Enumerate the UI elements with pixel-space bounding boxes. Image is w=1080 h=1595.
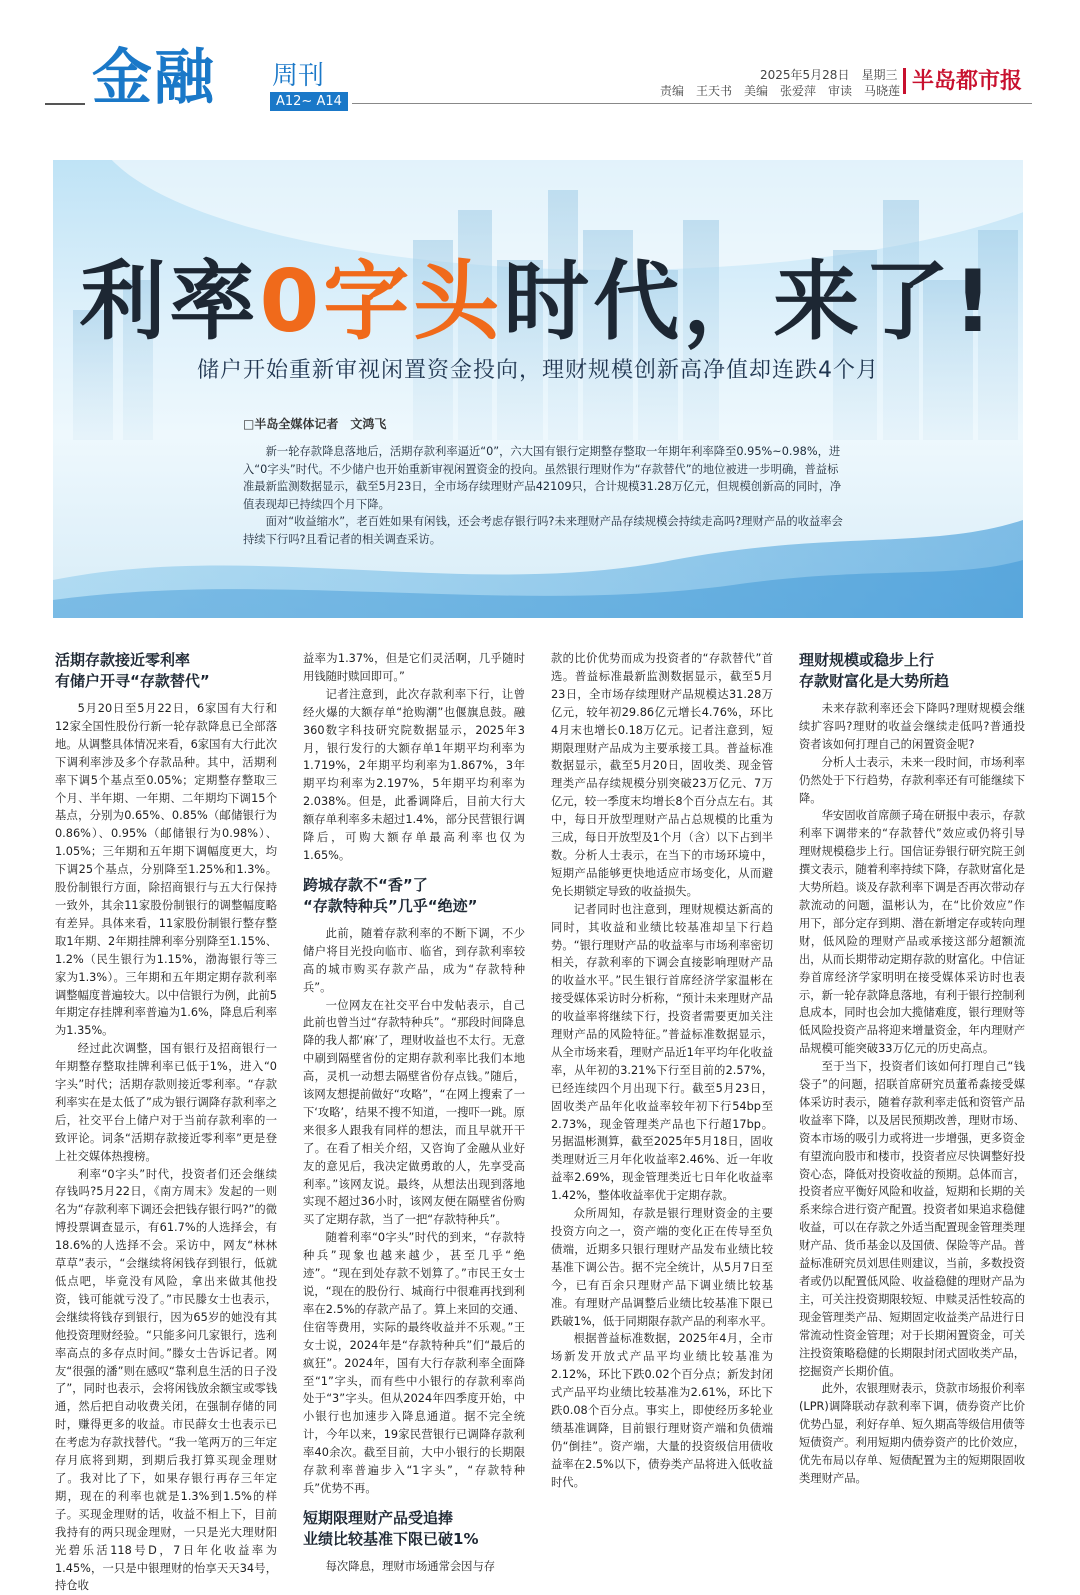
article-column-1 <box>55 650 277 1595</box>
body-paragraph: 一位网友在社交平台中发帖表示，自己此前也曾当过“存款特种兵”。“那段时间降息降的我人都‘麻’了，理财收益也不太行。无意中刷到隔壁省份的定期存款利率比我们本地高，灵机一动想去隔壁省份存点钱。”随后，该网友想提前做好“攻略”，“在网上搜索了一下‘攻略’，结果不搜不知道，一搜吓一跳。原来很多人跟我有同样的想法，而且早就开干了。在看了相关介绍，又咨询了金融从业好友的意见后，我决定做勇敢的人，先享受高利率。”该网友说。最终，从想法出现到落地实现不超过36小时，该网友便在隔壁省份购买了定期存款，当了一把“存款特种兵”。 <box>303 998 525 1227</box>
body-paragraph: 经过此次调整，国有银行及招商银行一年期整存整取挂牌利率已低于1%，进入“0字头”时代；活期存款则接近零利率。“存款利率实在是太低了”成为银行调降存款利率之后，社交平台上储户对于当前存款利率的一致评论。词条“活期存款接近零利率”更是登上社交媒体热搜榜。 <box>55 1042 277 1163</box>
body-paragraph: 随着利率“0字头”时代的到来，“存款特种兵”现象也越来越少，甚至几乎“绝迹”。“现在到处存款不划算了。”市民王女士说，“现在的股份行、城商行中很难再找到利率在2.5%的存款产品了。算上来回的交通、住宿等费用，实际的最终收益并不乐观。”王女士说，2024年是“存款特种兵”们“最后的疯狂”。2024年，国有大行存款利率全面降至“1”字头，而有些中小银行的存款利率尚处于“3”字头。但从2024年四季度开始，中小银行也加速步入降息通道。据不完全统计，今年以来，19家民营银行已调降存款利率40余次。截至目前，大中小银行的长期限存款利率普遍步入“1字头”，“存款特种兵”优势不再。 <box>303 1231 525 1495</box>
masthead-divider <box>45 103 85 105</box>
body-paragraph: 利率“0字头”时代，投资者们还会继续存钱吗?5月22日，《南方周末》发起的一则名为“存款利率下调还会把钱存银行吗?”的微博投票调查显示，有61.7%的人选择会，有18.6%的人选择不会。采访中，网友“林林草草”表示，“会继续将闲钱存到银行，低就低点吧，毕竟没有风险，拿出来做其他投资，钱可能就亏没了。”市民滕女士也表示，会继续将钱存到银行，因为65岁的她没有其他投资理财经验。“只能多问几家银行，选利率高点的多存点时间。”滕女士告诉记者。网友“很强的潘”则在感叹“靠利息生活的日子没了”，同时也表示，会将闲钱放余额宝或零钱通，然后把自动收费关闭，在强制存储的同时，赚得更多的收益。市民薛女士也表示已在考虑为存款找替代。“我一笔两万的三年定存月底将到期，到期后我打算买现金理财了。我对比了下，如果存银行再存三年定期，现在的利率也就是1.3%到1.5%的样子。买现金理财的话，收益不相上下，目前我持有的两只现金理财，一只是光大理财阳光碧乐活118号D，7日年化收益率为1.45%，一只是中银理财的怡享天天34号，持仓收 <box>55 1167 277 1593</box>
newspaper-logo: 半岛都市报 <box>912 68 1023 94</box>
body-paragraph: 此前，随着存款利率的不断下调，不少储户将目光投向临市、临省，到存款利率较高的城市购买存款产品，成为“存款特种兵”。 <box>303 926 525 994</box>
body-paragraph: 5月20日至5月22日，6家国有大行和12家全国性股份行新一轮存款降息已全部落地。从调整具体情况来看，6家国有大行此次下调利率涉及多个存款品种。其中，活期利率下调5个基点至0.05%；定期整存整取三个月、半年期、一年期、二年期均下调15个基点，分别为0.65%、0.85%（邮储银行为0.86%）、0.95%（邮储银行为0.98%）、1.05%；三年期和五年期下调幅度更大，均下调25个基点，分别降至1.25%和1.3%。股份制银行方面，除招商银行与五大行保持一致外，其余11家股份制银行的调整幅度略有差异。具体来看，11家股份制银行整存整取1年期、2年期挂牌利率分别降至1.15%、1.2%（民生银行为1.15%，渤海银行等三家为1.3%）。三年期和五年期定期存款利率调整幅度普遍较大。以中信银行为例，此前5年期定存挂牌利率普遍为1.6%，降息后利率为1.35%。 <box>55 702 277 1038</box>
body-paragraph: 未来存款利率还会下降吗?理财规模会继续扩容吗?理财的收益会继续走低吗?普通投资者该如何打理自己的闲置资金呢? <box>799 702 1025 751</box>
article-column-4 <box>799 650 1025 1488</box>
lead-text <box>243 443 843 548</box>
weekly-label: 周刊 <box>272 61 325 91</box>
article-column-2 <box>303 650 525 1576</box>
masthead-rule <box>352 103 1032 104</box>
body-paragraph: 益率为1.37%，但是它们灵活啊，几乎随时用钱随时赎回即可。” <box>303 652 525 683</box>
body-paragraph: 根据普益标准数据，2025年4月，全市场新发开放式产品平均业绩比较基准为2.12%，环比下跌0.02个百分点；新发封闭式产品平均业绩比较基准为2.61%，环比下跌0.08个百分点。事实上，即使经历多轮业绩基准调降，目前银行理财资产端和负债端仍“倒挂”。资产端，大量的投资级信用债收益率在2.5%以下，债券类产品将进入低收益时代。 <box>551 1332 773 1489</box>
issue-date: 2025年5月28日 星期三 <box>760 68 898 82</box>
section-title: 金融 <box>92 43 216 113</box>
section-subhead <box>55 650 277 692</box>
body-paragraph: 众所周知，存款是银行理财资金的主要投资方向之一，资产端的变化正在传导至负债端，近期多只银行理财产品发布业绩比较基准下调公告。据不完全统计，从5月7日至今，已有百余只理财产品下调业绩比较基准。有理财产品调整后业绩比较基准下限已跌破1%，低于同期限存款产品的利率水平。 <box>551 1207 773 1328</box>
subhead-line: 活期存款接近零利率 <box>55 651 191 669</box>
headline <box>53 232 1023 356</box>
subhead-line: 短期限理财产品受追捧 <box>303 1508 454 1527</box>
body-paragraph: 此外，农银理财表示，贷款市场报价利率(LPR)调降联动存款利率下调，债券资产比价优势凸显，利好存单、短久期高等级信用债等短债资产。利用短期内债券资产的比价效应，优先布局以存单、短债配置为主的短期限固收类理财产品。 <box>799 1382 1025 1485</box>
headline-part1: 利率 <box>79 252 260 352</box>
subhead-line: 存款财富化是大势所趋 <box>799 672 950 690</box>
page-range: A12~ A14 <box>270 92 348 111</box>
subhead-line: 业绩比较基准下限已破1% <box>303 1529 479 1548</box>
body-paragraph: 华安固收首席颜子琦在研报中表示，存款利率下调带来的“存款替代”效应或仍将引导理财规模稳步上行。国信证券银行研究院王剑撰文表示，随着利率持续下降，存款财富化是大势所趋。谈及存款利率下调是否再次带动存款流动的问题，温彬认为，在“比价效应”作用下，部分定存到期、潜在新增定存或转向理财，低风险的理财产品或承接这部分超额流出，从而长期带动定期存款的财富化。中信证券首席经济学家明明在接受媒体采访时也表示，新一轮存款降息落地，有利于银行控制利息成本，同时也会加大揽储难度，银行理财等低风险投资产品将迎来增量资金，年内理财产品规模可能突破33万亿元的历史高点。 <box>799 809 1025 1056</box>
masthead <box>0 0 1080 150</box>
city-skyline-illustration <box>53 160 1023 618</box>
headline-part2: 时代，来了! <box>503 252 997 352</box>
body-paragraph: 至于当下，投资者们该如何打理自己“钱袋子”的问题，招联首席研究员董希淼接受媒体采访时表示，随着存款利率走低和资管产品收益率下降，以及居民预期改善，理财市场、资本市场的吸引力或将进一步增强，更多资金有望流向股市和楼市，投资者应尽快调整好投资心态，降低对投资收益的预期。总体而言，投资者应平衡好风险和收益，短期和长期的关系来综合进行资产配置。投资者如果追求稳健收益，可以在存款之外适当配置现金管理类理财产品、货币基金以及国债、保险等产品。普益标准研究员刘思佳则建议，当前，多数投资者或仍以配置低风险、收益稳健的理财产品为主，可关注投资期限较短、申赎灵活性较高的现金管理类产品、短期固定收益类产品进行日常流动性资金管理；对于长期闲置资金，可关注投资策略稳健的长期限封闭式固收类产品，挖掘资产长期价值。 <box>799 1060 1025 1378</box>
subheadline: 储户开始重新审视闲置资金投向，理财规模创新高净值却连跌4个月 <box>197 358 879 383</box>
article-column-3 <box>551 650 773 1492</box>
body-paragraph: 每次降息，理财市场通常会因与存 <box>325 1559 496 1573</box>
section-subhead <box>303 875 525 917</box>
lead-paragraph: 新一轮存款降息落地后，活期存款利率逼近“0”，六大国有银行定期整存整取一年期年利率降至0.95%~0.98%，进入“0字头”时代。不少储户也开始重新审视闲置资金的投向。虽然银行理财作为“存款替代”的地位被进一步明确，普益标准最新监测数据显示，截至5月23日，全市场存续理财产品42109只，合计规模31.28万亿元，但规模创新高的同时，净值表现却已持续四个月下降。 <box>243 445 842 511</box>
subhead-line: 跨城存款不“香”了 <box>303 875 428 894</box>
section-subhead <box>303 1508 525 1550</box>
hero-banner <box>53 160 1023 618</box>
editor-credits: 责编 王天书 美编 张爱萍 审读 马晓莲 <box>660 84 901 98</box>
body-paragraph: 记者注意到，此次存款利率下行，让曾经火爆的大额存单“抢购潮”也偃旗息鼓。融360数字科技研究院数据显示，2025年3月，银行发行的大额存单1年期平均利率为1.719%，2年期平均利率为1.867%，3年期平均利率为2.197%，5年期平均利率为2.038%。但是，此番调降后，目前大行大额存单利率多未超过1.4%，部分民营银行调降后，可购大额存单最高利率也仅为1.65%。 <box>303 687 525 862</box>
section-subhead <box>799 650 1025 692</box>
lead-paragraph: 面对“收益缩水”，老百姓如果有闲钱，还会考虑存银行吗?未来理财产品存续规模会持续走高吗?理财产品的收益率会持续下行吗?且看记者的相关调查采访。 <box>243 515 843 546</box>
body-paragraph: 款的比价优势而成为投资者的“存款替代”首选。普益标准最新监测数据显示，截至5月23日，全市场存续理财产品规模达31.28万亿元，较年初29.86亿元增长4.76%，环比4月末也增长0.18万亿元。记者注意到，短期限理财产品成为主要承接工具。普益标准数据显示，截至5月20日，固收类、现金管理类产品存续规模分别突破23万亿元、7万亿元，较一季度末均增长8个百分点左右。其中，每日开放型理财产品占总规模的比重为三成，每日开放型及1个月（含）以下占到半数。分析人士表示，在当下的市场环境中，短期产品能够更快地适应市场变化，从而避免长期锁定导致的收益损失。 <box>551 652 773 898</box>
body-paragraph: 分析人士表示，未来一段时间，市场利率仍然处于下行趋势，存款利率还有可能继续下降。 <box>799 755 1025 805</box>
byline: □半岛全媒体记者 文鸿飞 <box>243 417 387 431</box>
subhead-line: 理财规模或稳步上行 <box>799 651 935 669</box>
subhead-line: “存款特种兵”几乎“绝迹” <box>303 896 478 915</box>
paper-logo-bar <box>903 68 906 94</box>
body-paragraph: 记者同时也注意到，理财规模达新高的同时，其收益和业绩比较基准却呈下行趋势。“银行理财产品的收益率与市场利率密切相关，存款利率的下调会直接影响理财产品的收益水平。”民生银行首席经济学家温彬在接受媒体采访时分析称，“预计未来理财产品的收益率将继续下行，投资者需要更加关注理财产品的风险特征。”普益标准数据显示，从全市场来看，理财产品近1年平均年化收益率，从年初的3.21%下行至目前的2.57%，已经连续四个月出现下行。截至5月23日，固收类产品年化收益率较年初下行54bp至2.73%，现金管理类产品也下行超17bp。另据温彬测算，截至2025年5月18日，固收类理财近三月年化收益率2.46%、近一年收益率2.69%，现金管理类近七日年化收益率1.42%，整体收益率优于定期存款。 <box>551 902 773 1203</box>
subhead-line: 有储户开寻“存款替代” <box>55 672 210 690</box>
headline-highlight: 0字头 <box>259 252 504 352</box>
